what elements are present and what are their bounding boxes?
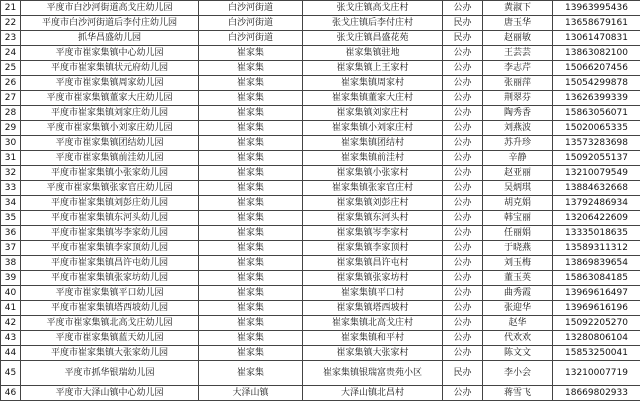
row-number-cell: 31 bbox=[1, 151, 21, 166]
address-cell: 崔家集镇和平村 bbox=[303, 331, 443, 346]
phone-cell: 15020065335 bbox=[553, 121, 640, 136]
kindergarten-name-cell: 平度市崔家集镇大张家幼儿园 bbox=[21, 346, 199, 361]
table-row bbox=[1, 316, 640, 331]
table-row bbox=[1, 301, 640, 316]
row-number-cell: 39 bbox=[1, 271, 21, 286]
address-cell: 崔家集镇上王家村 bbox=[303, 61, 443, 76]
contact-person-cell: 张丽萍 bbox=[483, 76, 553, 91]
phone-cell: 13335018635 bbox=[553, 226, 640, 241]
row-number-cell: 32 bbox=[1, 166, 21, 181]
address-cell: 崔家集镇李家顶村 bbox=[303, 241, 443, 256]
row-number-cell: 27 bbox=[1, 91, 21, 106]
row-number-cell: 46 bbox=[1, 386, 21, 401]
town-cell: 崔家集 bbox=[199, 46, 303, 61]
table-row bbox=[1, 346, 640, 361]
kindergarten-name-cell: 平度市崔家集镇蓝天幼儿园 bbox=[21, 331, 199, 346]
town-cell: 崔家集 bbox=[199, 61, 303, 76]
town-cell: 崔家集 bbox=[199, 256, 303, 271]
address-cell: 崔家集镇前洼村 bbox=[303, 151, 443, 166]
ownership-type-cell: 公办 bbox=[443, 301, 483, 316]
phone-cell: 13210007719 bbox=[553, 361, 640, 386]
kindergarten-name-cell: 平度市崔家集镇东河头幼儿园 bbox=[21, 211, 199, 226]
ownership-type-cell: 公办 bbox=[443, 196, 483, 211]
contact-person-cell: 刘燕波 bbox=[483, 121, 553, 136]
row-number-cell: 42 bbox=[1, 316, 21, 331]
phone-cell: 15092055137 bbox=[553, 151, 640, 166]
kindergarten-name-cell: 平度市崔家集镇中心幼儿园 bbox=[21, 46, 199, 61]
row-number-cell: 28 bbox=[1, 106, 21, 121]
contact-person-cell: 曲秀霞 bbox=[483, 286, 553, 301]
phone-cell: 15863084185 bbox=[553, 271, 640, 286]
row-number-cell: 44 bbox=[1, 346, 21, 361]
table-row bbox=[1, 31, 640, 46]
row-number-cell: 30 bbox=[1, 136, 21, 151]
table-row bbox=[1, 271, 640, 286]
kindergarten-name-cell: 平度市崔家集镇小刘家庄幼儿园 bbox=[21, 121, 199, 136]
table-row bbox=[1, 136, 640, 151]
table-row bbox=[1, 211, 640, 226]
ownership-type-cell: 公办 bbox=[443, 286, 483, 301]
kindergarten-name-cell: 平度市崔家集镇张家坊幼儿园 bbox=[21, 271, 199, 286]
ownership-type-cell: 民办 bbox=[443, 31, 483, 46]
kindergarten-name-cell: 平度市崔家集镇小张家幼儿园 bbox=[21, 166, 199, 181]
kindergarten-name-cell: 平度市崔家集镇团结幼儿园 bbox=[21, 136, 199, 151]
address-cell: 崔家集镇董家大庄村 bbox=[303, 91, 443, 106]
table-row bbox=[1, 91, 640, 106]
table-row bbox=[1, 16, 640, 31]
address-cell: 崔家集镇刘彭庄村 bbox=[303, 196, 443, 211]
ownership-type-cell: 公办 bbox=[443, 106, 483, 121]
row-number-cell: 25 bbox=[1, 61, 21, 76]
row-number-cell: 45 bbox=[1, 361, 21, 386]
row-number-cell: 43 bbox=[1, 331, 21, 346]
address-cell: 崔家集镇岑李家村 bbox=[303, 226, 443, 241]
contact-person-cell: 王芸芸 bbox=[483, 46, 553, 61]
address-cell: 崔家集镇张家官庄村 bbox=[303, 181, 443, 196]
address-cell: 崔家集镇银瑞富贵苑小区 bbox=[303, 361, 443, 386]
phone-cell: 13969616196 bbox=[553, 301, 640, 316]
phone-cell: 13869839654 bbox=[553, 256, 640, 271]
town-cell: 白沙河街道 bbox=[199, 1, 303, 16]
contact-person-cell: 赵亚丽 bbox=[483, 166, 553, 181]
kindergarten-name-cell: 抓华昌盛幼儿园 bbox=[21, 31, 199, 46]
row-number-cell: 40 bbox=[1, 286, 21, 301]
kindergarten-name-cell: 平度市崔家集镇刘家庄幼儿园 bbox=[21, 106, 199, 121]
ownership-type-cell: 公办 bbox=[443, 256, 483, 271]
phone-cell: 13210079549 bbox=[553, 166, 640, 181]
kindergarten-name-cell: 平度市崔家集镇前洼幼儿园 bbox=[21, 151, 199, 166]
row-number-cell: 24 bbox=[1, 46, 21, 61]
town-cell: 崔家集 bbox=[199, 301, 303, 316]
town-cell: 崔家集 bbox=[199, 181, 303, 196]
phone-cell: 13963995436 bbox=[553, 1, 640, 16]
ownership-type-cell: 公办 bbox=[443, 316, 483, 331]
table-row bbox=[1, 166, 640, 181]
contact-person-cell: 赵丽敏 bbox=[483, 31, 553, 46]
ownership-type-cell: 公办 bbox=[443, 346, 483, 361]
kindergarten-name-cell: 平度市崔家集镇状元府幼儿园 bbox=[21, 61, 199, 76]
address-cell: 崔家集镇小张家村 bbox=[303, 166, 443, 181]
contact-person-cell: 陈文文 bbox=[483, 346, 553, 361]
town-cell: 崔家集 bbox=[199, 76, 303, 91]
kindergarten-name-cell: 平度市崔家集镇刘彭庄幼儿园 bbox=[21, 196, 199, 211]
table-row bbox=[1, 196, 640, 211]
address-cell: 崔家集镇团结村 bbox=[303, 136, 443, 151]
town-cell: 崔家集 bbox=[199, 136, 303, 151]
town-cell: 白沙河街道 bbox=[199, 16, 303, 31]
table-row bbox=[1, 331, 640, 346]
table-row bbox=[1, 181, 640, 196]
contact-person-cell: 黄淑下 bbox=[483, 1, 553, 16]
contact-person-cell: 李志芹 bbox=[483, 61, 553, 76]
contact-person-cell: 荆翠芬 bbox=[483, 91, 553, 106]
phone-cell: 13206422609 bbox=[553, 211, 640, 226]
table-row bbox=[1, 386, 640, 401]
address-cell: 张戈庄镇高戈庄村 bbox=[303, 1, 443, 16]
town-cell: 崔家集 bbox=[199, 226, 303, 241]
town-cell: 崔家集 bbox=[199, 271, 303, 286]
phone-cell: 18669802933 bbox=[553, 386, 640, 401]
address-cell: 崔家集镇小刘家庄村 bbox=[303, 121, 443, 136]
kindergarten-name-cell: 平度市崔家集镇昌许屯幼儿园 bbox=[21, 256, 199, 271]
ownership-type-cell: 公办 bbox=[443, 331, 483, 346]
kindergarten-name-cell: 平度市崔家集镇李家顶幼儿园 bbox=[21, 241, 199, 256]
table-row bbox=[1, 61, 640, 76]
kindergarten-name-cell: 平度市崔家集镇平口幼儿园 bbox=[21, 286, 199, 301]
address-cell: 崔家集镇东河头村 bbox=[303, 211, 443, 226]
kindergarten-name-cell: 平度市崔家集镇张家官庄幼儿园 bbox=[21, 181, 199, 196]
row-number-cell: 29 bbox=[1, 121, 21, 136]
phone-cell: 13061470831 bbox=[553, 31, 640, 46]
table-row bbox=[1, 361, 640, 386]
contact-person-cell: 董玉英 bbox=[483, 271, 553, 286]
contact-person-cell: 唐玉华 bbox=[483, 16, 553, 31]
address-cell: 崔家集镇大张家村 bbox=[303, 346, 443, 361]
table-row bbox=[1, 121, 640, 136]
row-number-cell: 41 bbox=[1, 301, 21, 316]
town-cell: 白沙河街道 bbox=[199, 31, 303, 46]
phone-cell: 15066207456 bbox=[553, 61, 640, 76]
contact-person-cell: 陶秀香 bbox=[483, 106, 553, 121]
row-number-cell: 22 bbox=[1, 16, 21, 31]
row-number-cell: 38 bbox=[1, 256, 21, 271]
contact-person-cell: 辛静 bbox=[483, 151, 553, 166]
town-cell: 崔家集 bbox=[199, 106, 303, 121]
ownership-type-cell: 公办 bbox=[443, 76, 483, 91]
kindergarten-name-cell: 平度市崔家集镇塔西坡幼儿园 bbox=[21, 301, 199, 316]
phone-cell: 13626399339 bbox=[553, 91, 640, 106]
contact-person-cell: 韩宝丽 bbox=[483, 211, 553, 226]
phone-cell: 13589311312 bbox=[553, 241, 640, 256]
ownership-type-cell: 公办 bbox=[443, 136, 483, 151]
kindergarten-name-cell: 平度市白沙河街道高戈庄幼儿园 bbox=[21, 1, 199, 16]
row-number-cell: 26 bbox=[1, 76, 21, 91]
kindergarten-name-cell: 平度市白沙河街道后李付庄幼儿园 bbox=[21, 16, 199, 31]
town-cell: 崔家集 bbox=[199, 286, 303, 301]
town-cell: 崔家集 bbox=[199, 166, 303, 181]
row-number-cell: 36 bbox=[1, 226, 21, 241]
table-row bbox=[1, 256, 640, 271]
town-cell: 崔家集 bbox=[199, 196, 303, 211]
ownership-type-cell: 公办 bbox=[443, 386, 483, 401]
ownership-type-cell: 公办 bbox=[443, 121, 483, 136]
phone-cell: 15092205270 bbox=[553, 316, 640, 331]
kindergarten-name-cell: 平度市抓华银瑞幼儿园 bbox=[21, 361, 199, 386]
table-row bbox=[1, 106, 640, 121]
address-cell: 崔家集镇张家坊村 bbox=[303, 271, 443, 286]
row-number-cell: 37 bbox=[1, 241, 21, 256]
phone-cell: 13573283698 bbox=[553, 136, 640, 151]
town-cell: 崔家集 bbox=[199, 211, 303, 226]
contact-person-cell: 张迎华 bbox=[483, 301, 553, 316]
address-cell: 崔家集镇周家村 bbox=[303, 76, 443, 91]
contact-person-cell: 李小会 bbox=[483, 361, 553, 386]
town-cell: 崔家集 bbox=[199, 361, 303, 386]
contact-person-cell: 苏升珍 bbox=[483, 136, 553, 151]
phone-cell: 13280806104 bbox=[553, 331, 640, 346]
contact-person-cell: 蒋雪飞 bbox=[483, 386, 553, 401]
address-cell: 崔家集镇刘家庄村 bbox=[303, 106, 443, 121]
ownership-type-cell: 公办 bbox=[443, 241, 483, 256]
town-cell: 崔家集 bbox=[199, 121, 303, 136]
row-number-cell: 23 bbox=[1, 31, 21, 46]
phone-cell: 13863082100 bbox=[553, 46, 640, 61]
contact-person-cell: 于晓燕 bbox=[483, 241, 553, 256]
row-number-cell: 33 bbox=[1, 181, 21, 196]
kindergarten-name-cell: 平度市崔家集镇岑李家幼儿园 bbox=[21, 226, 199, 241]
contact-person-cell: 任丽娟 bbox=[483, 226, 553, 241]
table-row bbox=[1, 76, 640, 91]
ownership-type-cell: 公办 bbox=[443, 61, 483, 76]
table-row bbox=[1, 1, 640, 16]
town-cell: 大泽山镇 bbox=[199, 386, 303, 401]
ownership-type-cell: 公办 bbox=[443, 151, 483, 166]
kindergarten-name-cell: 平度市崔家集镇北高戈庄幼儿园 bbox=[21, 316, 199, 331]
phone-cell: 15853250041 bbox=[553, 346, 640, 361]
town-cell: 崔家集 bbox=[199, 346, 303, 361]
row-number-cell: 21 bbox=[1, 1, 21, 16]
address-cell: 大泽山镇北昌村 bbox=[303, 386, 443, 401]
ownership-type-cell: 公办 bbox=[443, 1, 483, 16]
town-cell: 崔家集 bbox=[199, 331, 303, 346]
table-body bbox=[1, 1, 640, 401]
ownership-type-cell: 公办 bbox=[443, 226, 483, 241]
ownership-type-cell: 公办 bbox=[443, 46, 483, 61]
ownership-type-cell: 公办 bbox=[443, 166, 483, 181]
town-cell: 崔家集 bbox=[199, 151, 303, 166]
contact-person-cell: 代欢欢 bbox=[483, 331, 553, 346]
address-cell: 崔家集镇昌许屯村 bbox=[303, 256, 443, 271]
contact-person-cell: 胡克娟 bbox=[483, 196, 553, 211]
phone-cell: 13969616497 bbox=[553, 286, 640, 301]
address-cell: 崔家集镇塔西坡村 bbox=[303, 301, 443, 316]
phone-cell: 15054299878 bbox=[553, 76, 640, 91]
phone-cell: 13792486934 bbox=[553, 196, 640, 211]
ownership-type-cell: 民办 bbox=[443, 361, 483, 386]
town-cell: 崔家集 bbox=[199, 316, 303, 331]
kindergarten-name-cell: 平度市大泽山镇中心幼儿园 bbox=[21, 386, 199, 401]
contact-person-cell: 吴炳琪 bbox=[483, 181, 553, 196]
kindergarten-name-cell: 平度市崔家集镇周家幼儿园 bbox=[21, 76, 199, 91]
ownership-type-cell: 公办 bbox=[443, 211, 483, 226]
table-row bbox=[1, 226, 640, 241]
address-cell: 崔家集镇平口村 bbox=[303, 286, 443, 301]
ownership-type-cell: 民办 bbox=[443, 16, 483, 31]
phone-cell: 13884632668 bbox=[553, 181, 640, 196]
town-cell: 崔家集 bbox=[199, 91, 303, 106]
phone-cell: 15863056071 bbox=[553, 106, 640, 121]
address-cell: 张戈庄镇昌盛花苑 bbox=[303, 31, 443, 46]
row-number-cell: 35 bbox=[1, 211, 21, 226]
kindergarten-name-cell: 平度市崔家集镇董家大庄幼儿园 bbox=[21, 91, 199, 106]
town-cell: 崔家集 bbox=[199, 241, 303, 256]
table-row bbox=[1, 286, 640, 301]
row-number-cell: 34 bbox=[1, 196, 21, 211]
address-cell: 崔家集镇北高戈庄村 bbox=[303, 316, 443, 331]
phone-cell: 13658679161 bbox=[553, 16, 640, 31]
ownership-type-cell: 公办 bbox=[443, 271, 483, 286]
table-row bbox=[1, 46, 640, 61]
contact-person-cell: 刘玉梅 bbox=[483, 256, 553, 271]
table-row bbox=[1, 151, 640, 166]
ownership-type-cell: 公办 bbox=[443, 181, 483, 196]
ownership-type-cell: 公办 bbox=[443, 91, 483, 106]
address-cell: 张戈庄镇后李付庄村 bbox=[303, 16, 443, 31]
contact-person-cell: 赵华 bbox=[483, 316, 553, 331]
address-cell: 崔家集镇驻地 bbox=[303, 46, 443, 61]
table-row bbox=[1, 241, 640, 256]
